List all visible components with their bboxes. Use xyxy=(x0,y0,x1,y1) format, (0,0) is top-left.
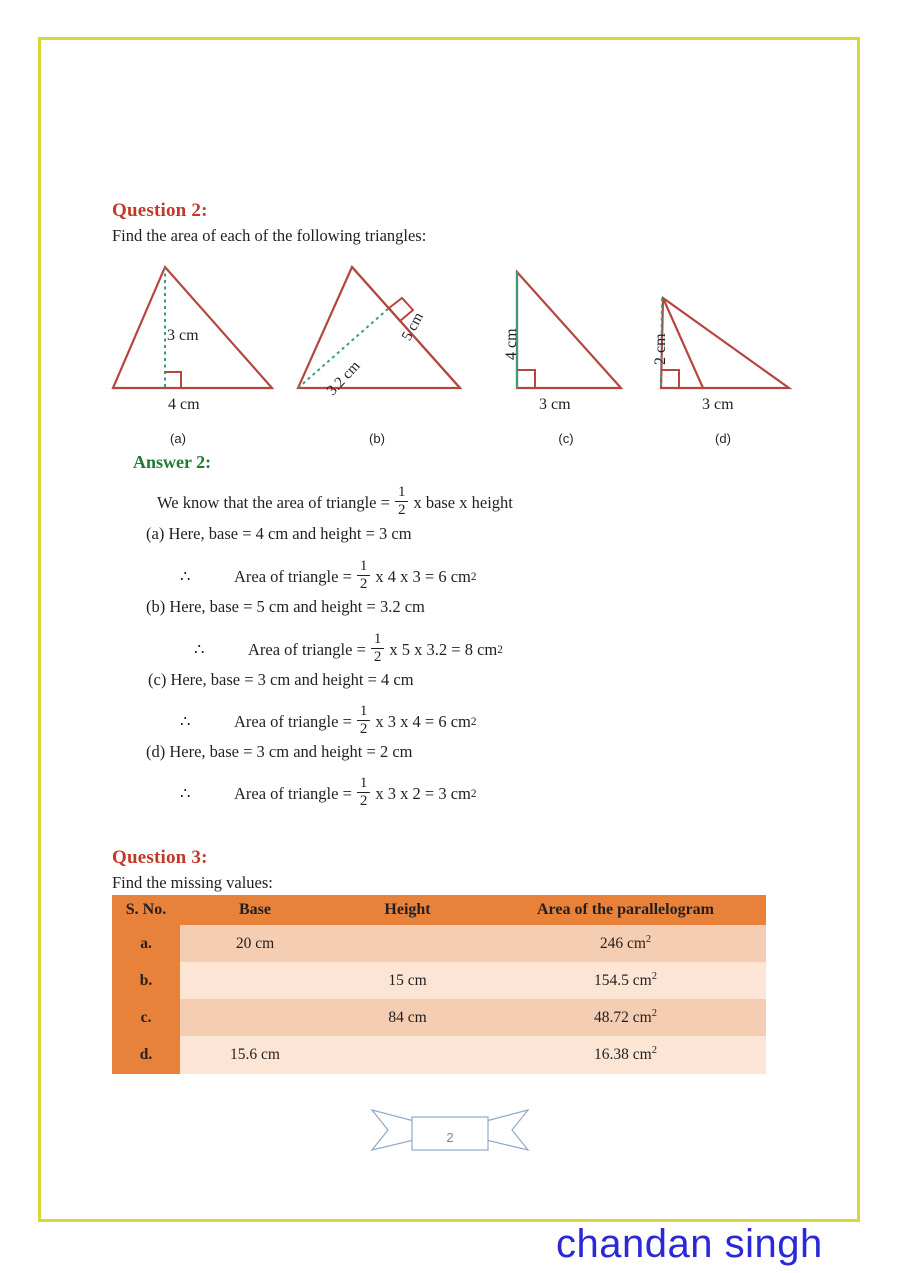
row-c-area xyxy=(485,999,766,1036)
fraction-numerator-d: 1 xyxy=(359,775,368,791)
answer-part-d-unit-sup: 2 xyxy=(470,787,477,800)
therefore-symbol-a: ∴ xyxy=(180,566,191,586)
triangle-d-caption: (d) xyxy=(715,431,731,446)
triangle-a-right-angle-mark xyxy=(165,372,181,388)
answer-part-b-given: (b) Here, base = 5 cm and height = 3.2 cm xyxy=(146,597,425,616)
fraction-numerator-c: 1 xyxy=(359,703,368,719)
row-a-area-sup: 2 xyxy=(645,934,652,945)
triangle-b-height-label: 3.2 cm xyxy=(324,358,364,399)
triangle-b-caption: (b) xyxy=(369,431,385,446)
row-b-base xyxy=(180,962,330,999)
half-fraction-b xyxy=(371,632,385,665)
question-2-heading: Question 2: xyxy=(112,200,208,221)
row-c-sno: c. xyxy=(112,999,180,1036)
area-formula-lead: We know that the area of triangle = xyxy=(157,492,390,512)
question-3-heading: Question 3: xyxy=(112,847,208,868)
answer-part-c-result xyxy=(180,705,476,738)
area-formula-tail: x base x height xyxy=(413,492,513,512)
triangle-c-height-label: 4 cm xyxy=(503,328,520,360)
row-c-area-sup: 2 xyxy=(651,1008,657,1020)
answer-part-c-tail: x 3 x 4 = 6 cm xyxy=(375,711,471,731)
question-3-prompt: Find the missing values: xyxy=(112,873,273,892)
row-d-sno: d. xyxy=(112,1036,180,1073)
answer-part-d-result xyxy=(180,777,476,810)
column-header-sno: S. No. xyxy=(112,895,180,925)
fraction-denominator-c: 2 xyxy=(357,720,371,737)
row-b-sno: b. xyxy=(112,962,180,999)
page-number-text: 2 xyxy=(446,1129,454,1145)
triangle-a-caption: (a) xyxy=(170,431,186,446)
answer-part-b-tail: x 5 x 3.2 = 8 cm xyxy=(389,639,498,659)
triangle-figure-b xyxy=(292,260,477,400)
fraction-denominator-a: 2 xyxy=(357,575,371,592)
row-c-area-value: 48.72 cm xyxy=(594,1009,652,1027)
row-a-height xyxy=(330,925,485,962)
triangle-d-height-label: 2 cm xyxy=(652,333,669,365)
answer-part-a-lead: Area of triangle = xyxy=(234,566,352,586)
answer-part-c-lead: Area of triangle = xyxy=(234,711,352,731)
answer-part-b-lead: Area of triangle = xyxy=(248,639,366,659)
table-row xyxy=(112,999,766,1036)
triangle-a-base-label: 4 cm xyxy=(168,396,200,413)
answer-part-a-given: (a) Here, base = 4 cm and height = 3 cm xyxy=(146,524,412,543)
therefore-symbol-d: ∴ xyxy=(180,783,191,803)
answer-part-d-lead: Area of triangle = xyxy=(234,783,352,803)
row-d-height xyxy=(330,1036,485,1073)
row-b-height: 15 cm xyxy=(330,962,485,999)
missing-values-table xyxy=(112,895,766,1074)
row-a-area xyxy=(485,925,766,962)
answer-part-b-result xyxy=(194,633,503,666)
triangle-b-outline xyxy=(298,267,460,388)
triangle-a-height-label: 3 cm xyxy=(167,327,199,344)
table-row xyxy=(112,962,766,999)
row-d-area-value: 16.38 cm xyxy=(594,1046,652,1064)
answer-part-a-unit-sup: 2 xyxy=(470,570,477,583)
row-a-area-value: 246 cm xyxy=(599,935,646,953)
watermark-text: chandan singh xyxy=(556,1222,823,1266)
column-header-height: Height xyxy=(330,895,485,925)
row-c-base xyxy=(180,999,330,1036)
row-b-area-sup: 2 xyxy=(651,971,657,983)
half-fraction xyxy=(395,485,409,518)
answer-part-a-tail: x 4 x 3 = 6 cm xyxy=(375,566,471,586)
row-a-sno: a. xyxy=(112,925,180,962)
fraction-numerator-a: 1 xyxy=(359,558,368,574)
triangle-c-right-angle-mark xyxy=(517,370,535,388)
fraction-denominator-b: 2 xyxy=(371,648,385,665)
fraction-denominator-d: 2 xyxy=(357,792,371,809)
answer-2-heading: Answer 2: xyxy=(133,452,212,472)
fraction-numerator: 1 xyxy=(397,484,406,500)
half-fraction-a xyxy=(357,559,371,592)
page-number-ribbon xyxy=(370,1104,530,1156)
half-fraction-d xyxy=(357,776,371,809)
column-header-area: Area of the parallelogram xyxy=(485,895,766,925)
row-d-base: 15.6 cm xyxy=(180,1036,330,1073)
triangle-d-outline xyxy=(661,298,789,388)
row-a-base: 20 cm xyxy=(180,925,330,962)
row-d-area xyxy=(485,1036,766,1073)
table-row xyxy=(112,925,766,962)
table-row xyxy=(112,1036,766,1073)
therefore-symbol-c: ∴ xyxy=(180,711,191,731)
triangle-c-caption: (c) xyxy=(558,431,574,446)
row-c-height: 84 cm xyxy=(330,999,485,1036)
row-b-area xyxy=(485,962,766,999)
triangle-d-base-label: 3 cm xyxy=(702,396,734,413)
therefore-symbol-b: ∴ xyxy=(194,639,205,659)
half-fraction-c xyxy=(357,704,371,737)
answer-part-d-tail: x 3 x 2 = 3 cm xyxy=(375,783,471,803)
triangle-d-right-angle-mark xyxy=(661,370,679,388)
triangle-b-side-label: 5 cm xyxy=(399,309,428,344)
fraction-denominator: 2 xyxy=(395,501,409,518)
answer-part-c-unit-sup: 2 xyxy=(470,715,477,728)
row-b-area-value: 154.5 cm xyxy=(594,972,652,990)
column-header-base: Base xyxy=(180,895,330,925)
answer-part-b-unit-sup: 2 xyxy=(497,643,503,656)
triangle-c-base-label: 3 cm xyxy=(539,396,571,413)
answer-part-a-result xyxy=(180,560,476,593)
triangle-figure-d xyxy=(650,285,800,400)
answer-part-d-given: (d) Here, base = 3 cm and height = 2 cm xyxy=(146,742,413,761)
row-d-area-sup: 2 xyxy=(651,1045,657,1057)
table-header-row xyxy=(112,895,766,925)
area-formula-line xyxy=(157,486,513,519)
answer-part-c-given: (c) Here, base = 3 cm and height = 4 cm xyxy=(148,670,414,689)
question-2-prompt: Find the area of each of the following triangles: xyxy=(112,226,427,245)
fraction-numerator-b: 1 xyxy=(373,631,382,647)
